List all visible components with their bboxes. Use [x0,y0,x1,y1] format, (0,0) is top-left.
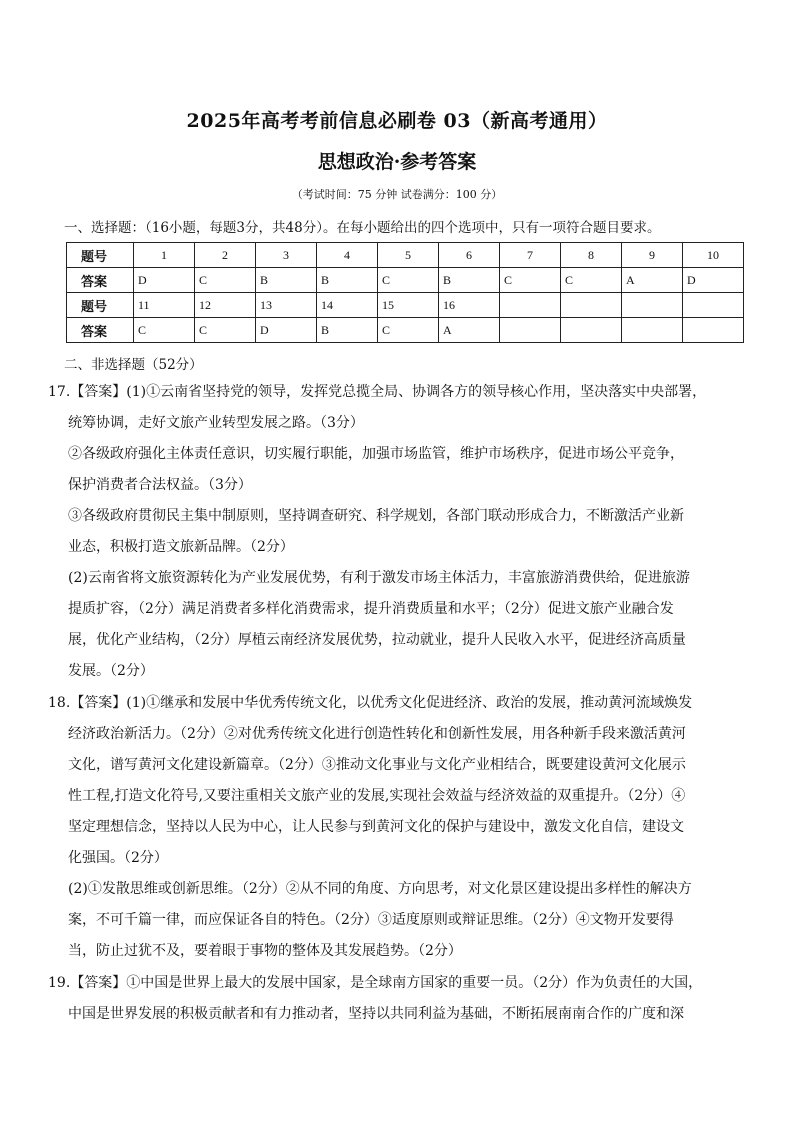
question-number: 3 [256,243,317,268]
answer-line: 坚定理想信念，坚持以人民为中心，让人民参与到黄河文化的保护与建设中，激发文化自信，建设文 [68,819,684,835]
answer-line: ②各级政府强化主体责任意识，切实履行职能，加强市场监管，维护市场秩序，促进市场公平竞争， [68,446,684,462]
answer-cell: C [561,268,622,293]
answer-line: 性工程,打造文化符号,又要注重相关文旅产业的发展,实现社会效益与经济效益的双重提升。（2分）④ [68,788,686,804]
question-number [561,293,622,318]
answer-line: 文化，谱写黄河文化建设新篇章。（2分）③推动文化事业与文化产业相结合，既要建设黄河文化展示 [68,757,686,773]
question-number [500,293,561,318]
answer-17 [48,377,748,687]
answer-line: 化强国。（2分） [68,850,168,866]
answer-cell [683,318,744,343]
answer-cell [500,318,561,343]
answer-19 [48,968,748,1030]
question-number: 5 [378,243,439,268]
answer-cell: A [439,318,500,343]
question-number: 12 [195,293,256,318]
answer-line: 经济政治新活力。（2分）②对优秀传统文化进行创造性转化和创新性发展，用各种新手段来激活黄河 [68,726,686,742]
answer-cell: C [134,318,195,343]
question-number: 13 [256,293,317,318]
answer-cell: D [256,318,317,343]
subject-title: 思想政治·参考答案 [317,151,477,173]
question-number: 11 [134,293,195,318]
answer-cell [561,318,622,343]
answer-line: 业态，积极打造文旅新品牌。（2分） [68,539,294,555]
section1-heading: 一、选择题：（16小题，每题3分，共48分）。在每小题给出的四个选项中，只有一项符合题目要求。 [64,220,661,236]
question-number [622,293,683,318]
question-number: 15 [378,293,439,318]
section2-heading: 二、非选择题（52分） [64,357,203,373]
row-label-question: 题号 [67,243,134,268]
question-number: 7 [500,243,561,268]
answer-cell: B [317,318,378,343]
row-label-answer: 答案 [67,318,134,343]
question-number [683,293,744,318]
question-number: 6 [439,243,500,268]
answer-line: 17.【答案】(1)①云南省坚持党的领导，发挥党总揽全局、协调各方的领导核心作用，坚决落实中央部署， [48,384,707,400]
table-row [67,293,744,318]
document-title: 2025年高考考前信息必刷卷 03（新高考通用） [186,110,608,132]
question-number: 1 [134,243,195,268]
answer-line: 中国是世界发展的积极贡献者和有力推动者，坚持以共同利益为基础，不断拓展南南合作的广度和深 [68,1006,684,1022]
answer-line: 18.【答案】(1)①继承和发展中华优秀传统文化，以优秀文化促进经济、政治的发展，推动黄河流域焕发 [48,695,693,711]
question-number: 9 [622,243,683,268]
table-row [67,318,744,343]
answer-table [66,242,744,343]
answer-line: 当，防止过犹不及，要着眼于事物的整体及其发展趋势。（2分） [68,943,462,959]
answer-line: 统筹协调，走好文旅产业转型发展之路。（3分） [68,415,364,431]
answer-line: 案，不可千篇一律，而应保证各自的特色。（2分）③适度原则或辩证思维。（2分）④文物开发要得 [68,912,674,928]
question-number: 2 [195,243,256,268]
question-number: 10 [683,243,744,268]
answer-18 [48,688,748,967]
question-number: 14 [317,293,378,318]
answer-cell: D [134,268,195,293]
answer-line: (2)①发散思维或创新思维。（2分）②从不同的角度、方向思考，对文化景区建设提出多样性的解决方 [68,881,692,897]
answer-cell: C [195,268,256,293]
answer-line: 提质扩容，（2分）满足消费者多样化消费需求，提升消费质量和水平；（2分）促进文旅产业融合发 [68,601,674,617]
answer-cell: B [256,268,317,293]
answer-line: 发展。（2分） [68,663,154,679]
answer-cell: D [683,268,744,293]
question-number: 8 [561,243,622,268]
exam-info: （考试时间：75 分钟 试卷满分：100 分） [291,188,503,201]
answer-line: ③各级政府贯彻民主集中制原则，坚持调查研究、科学规划，各部门联动形成合力，不断激活产业新 [68,508,684,524]
question-number: 16 [439,293,500,318]
row-label-answer: 答案 [67,268,134,293]
table-row [67,268,744,293]
answer-line: 保护消费者合法权益。（3分） [68,477,252,493]
table-row [67,243,744,268]
question-number: 4 [317,243,378,268]
answer-cell: A [622,268,683,293]
answer-cell [622,318,683,343]
answer-cell: B [439,268,500,293]
answer-cell: C [378,318,439,343]
answer-line: (2)云南省将文旅资源转化为产业发展优势，有利于激发市场主体活力，丰富旅游消费供给，促进旅游 [68,570,690,586]
answer-line: 展，优化产业结构，（2分）厚植云南经济发展优势，拉动就业，提升人民收入水平，促进经济高质量 [68,632,686,648]
answer-cell: C [500,268,561,293]
answer-line: 19.【答案】①中国是世界上最大的发展中国家，是全球南方国家的重要一员。（2分）作为负责任的大国， [48,975,703,991]
answer-cell: C [378,268,439,293]
answer-cell: C [195,318,256,343]
row-label-question: 题号 [67,293,134,318]
answer-cell: B [317,268,378,293]
